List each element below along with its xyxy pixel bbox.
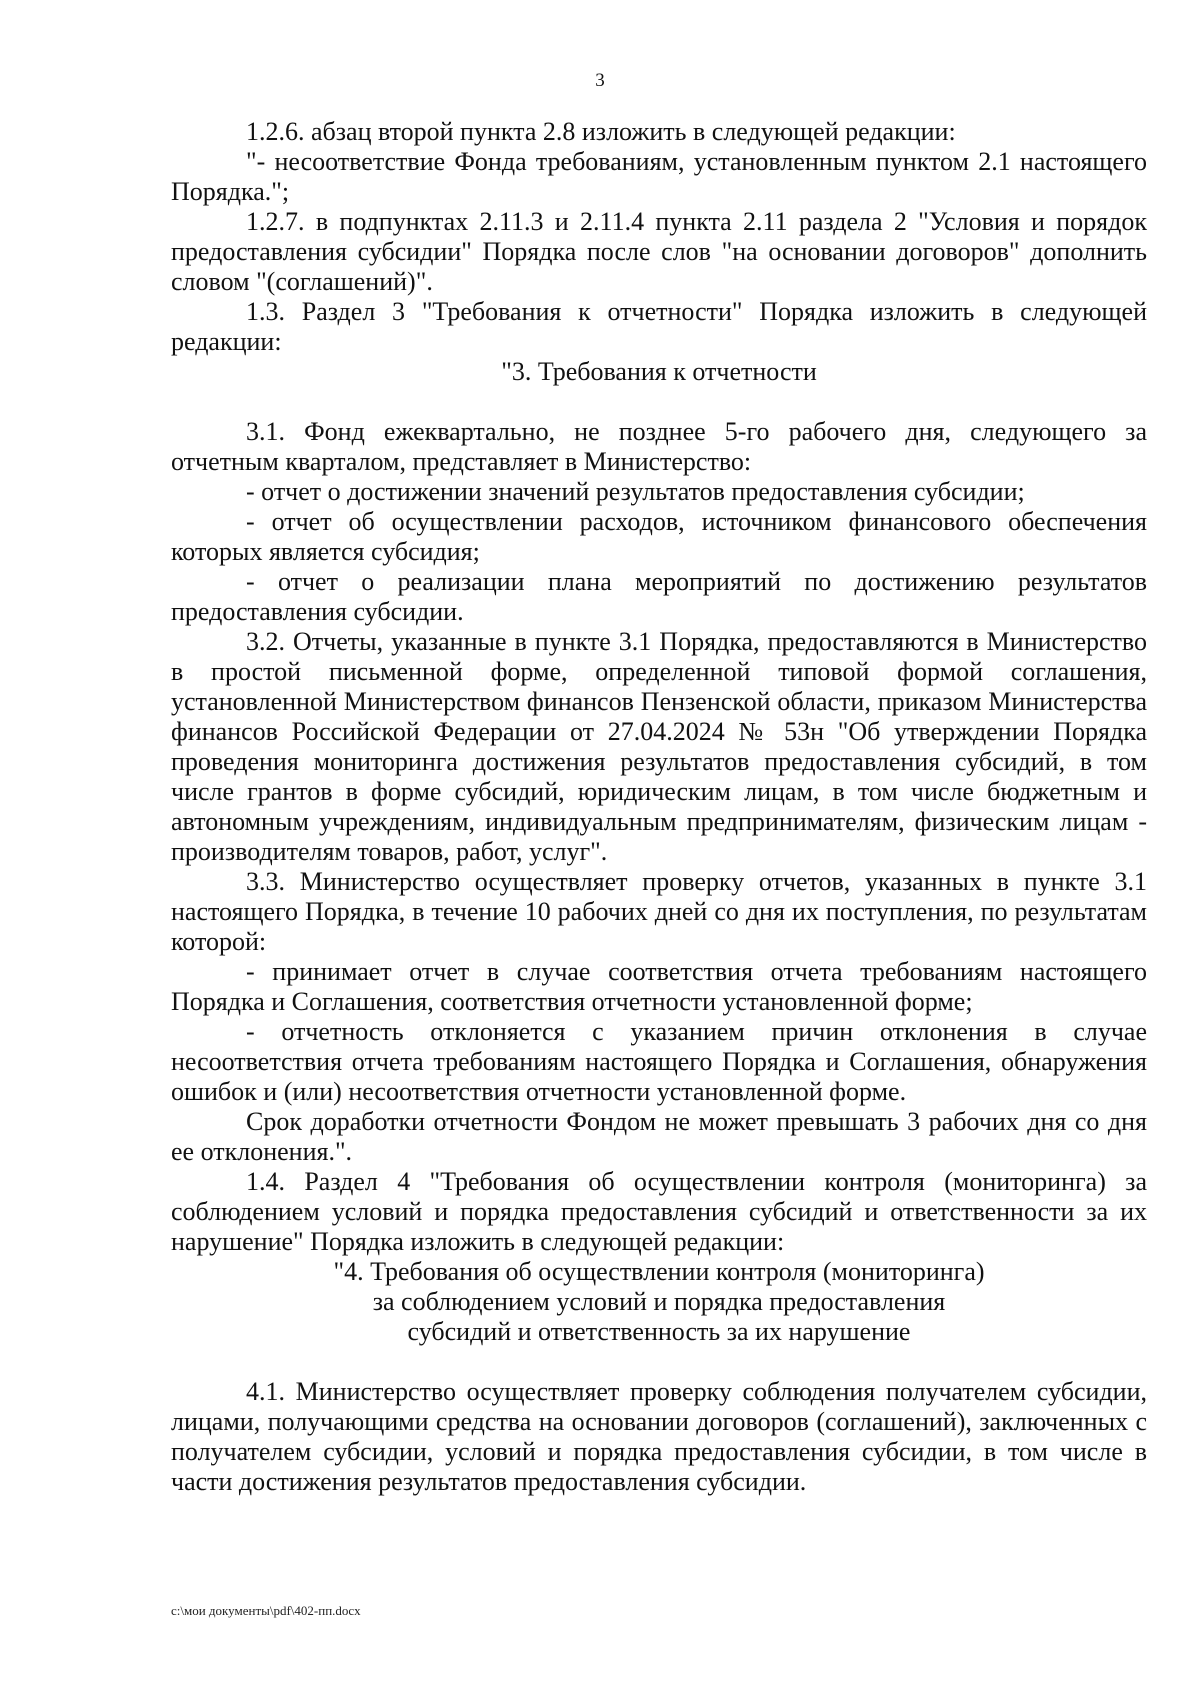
paragraph-1-3: 1.3. Раздел 3 "Требования к отчетности" Порядка изложить в следующей редакции: (171, 297, 1147, 356)
paragraph-1-2-6: 1.2.6. абзац второй пункта 2.8 изложить в следующей редакции: (246, 117, 956, 146)
paragraph-1-4: 1.4. Раздел 4 "Требования об осуществлении контроля (мониторинга) за соблюдением условий и порядка предоставления субсидий и ответственности за их нарушение" Порядка изложить в следующей редакции: (171, 1167, 1147, 1256)
list-item-report-plan: - отчет о реализации плана мероприятий по достижению результатов предоставления субсидии. (171, 567, 1147, 626)
page-number: 3 (595, 70, 605, 91)
list-item-report-results: - отчет о достижении значений результатов предоставления субсидии; (246, 477, 1025, 506)
list-item-rejects-report: - отчетность отклоняется с указанием причин отклонения в случае несоответствия отчета требованиям настоящего Порядка и Соглашения, обнаружения ошибок и (или) несоответствия отчетности установленной форме. (171, 1017, 1147, 1106)
paragraph-1-2-7: 1.2.7. в подпунктах 2.11.3 и 2.11.4 пункта 2.11 раздела 2 "Условия и порядок предоставления субсидии" Порядка после слов "на основании договоров" дополнить словом "(соглашений)". (171, 207, 1147, 296)
paragraph-3-3: 3.3. Министерство осуществляет проверку отчетов, указанных в пункте 3.1 настоящего Порядка, в течение 10 рабочих дней со дня их поступления, по результатам которой: (171, 867, 1147, 956)
list-item-report-expenses: - отчет об осуществлении расходов, источником финансового обеспечения которых является субсидия; (171, 507, 1147, 566)
spacer (171, 387, 1147, 417)
document-body (171, 117, 1147, 1497)
paragraph-4-1: 4.1. Министерство осуществляет проверку соблюдения получателем субсидии, лицами, получающими средства на основании договоров (соглашений), заключенных с получателем субсидии, условий и порядка предоставления субсидии, в том числе в части достижения результатов предоставления субсидии. (171, 1377, 1147, 1496)
spacer (171, 1347, 1147, 1377)
section-heading-4-line-3: субсидий и ответственность за их нарушение (407, 1317, 911, 1346)
paragraph-3-1: 3.1. Фонд ежеквартально, не позднее 5-го рабочего дня, следующего за отчетным кварталом, представляет в Министерство: (171, 417, 1147, 476)
list-item-accepts-report: - принимает отчет в случае соответствия отчета требованиям настоящего Порядка и Соглашения, соответствия отчетности установленной форме; (171, 957, 1147, 1016)
paragraph-revision-deadline: Срок доработки отчетности Фондом не может превышать 3 рабочих дня со дня ее отклонения.". (171, 1107, 1147, 1166)
paragraph-quote-2-8: "- несоответствие Фонда требованиям, установленным пунктом 2.1 настоящего Порядка."; (171, 147, 1147, 206)
section-heading-4-line-1: "4. Требования об осуществлении контроля (мониторинга) (333, 1257, 985, 1286)
section-heading-3: "3. Требования к отчетности (501, 357, 817, 386)
paragraph-3-2: 3.2. Отчеты, указанные в пункте 3.1 Порядка, предоставляются в Министерство в простой письменной форме, определенной типовой формой соглашения, установленной Министерством финансов Пензенской области, приказом Министерства финансов Российской Федерации от 27.04.2024 № 53н "Об утверждении Порядка проведения мониторинга достижения результатов предоставления субсидий, в том числе грантов в форме субсидий, юридическим лицам, в том числе бюджетным и автономным учреждениям, индивидуальным предпринимателям, физическим лицам - производителям товаров, работ, услуг". (171, 627, 1147, 866)
file-path-footer: c:\мои документы\pdf\402-пп.docx (171, 1603, 361, 1618)
section-heading-4-line-2: за соблюдением условий и порядка предоставления (372, 1287, 946, 1316)
